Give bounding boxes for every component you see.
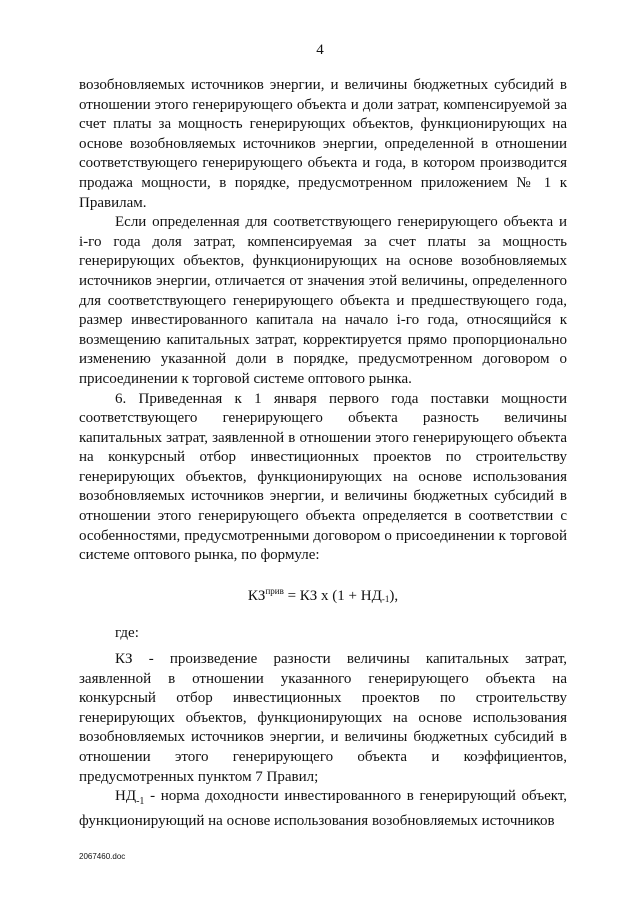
definition-kz-text: - произведение разности величины капитальных затрат, заявленной в отношении указанного генерирующего объекта на конкурсный отбор инвестиционных проектов по строительству генерирующих объектов, функционирующих на основе использования возобновляемых источников энергии, и величины бюджетных субсидий в отношении этого генерирующего объекта и коэффициентов, предусмотренных пунктом 7 Правил; bbox=[79, 651, 567, 785]
formula-lhs-superscript: прив bbox=[265, 585, 284, 596]
definition-kz bbox=[79, 650, 567, 787]
footer-filename: 2067460.doc bbox=[79, 852, 126, 861]
formula-rhs-start: = КЗ х (1 + НД bbox=[283, 587, 382, 604]
definition-nd bbox=[79, 787, 567, 831]
paragraph-1: возобновляемых источников энергии, и величины бюджетных субсидий в отношении этого генерирующего объекта и доли затрат, компенсируемой за счет платы за мощность генерирующих объектов, функционирующих на основе возобновляемых источников энергии, определенной в отношении соответствующего генерирующего объекта и года, в котором производится продажа мощности, в порядке, предусмотренном приложением № 1 к Правилам. bbox=[79, 77, 567, 211]
definition-kz-term: КЗ bbox=[115, 651, 133, 668]
formula-rhs-end: ), bbox=[389, 587, 399, 604]
paragraph-3: 6. Приведенная к 1 января первого года поставки мощности соответствующего генерирующего объекта разность величины капитальных затрат, заявленной в отношении этого генерирующего объекта на конкурсный отбор инвестиционных проектов по строительству генерирующих объектов, функционирующих на основе использования возобновляемых источников энергии, и величины бюджетных субсидий в отношении этого генерирующего объекта определяется в соответствии с особенностями, предусмотренными договором о присоединении к торговой системе оптового рынка, по формуле: bbox=[79, 390, 567, 564]
paragraph-2: Если определенная для соответствующего генерирующего объекта и i-го года доля затрат, компенсируемая за счет платы за мощность генерирующих объектов, функционирующих на основе возобновляемых источников энергии, отличается от значения этой величины, определенного для соответствующего генерирующего объекта и предшествующего года, размер инвестированного капитала на начало i-го года, относящийся к возмещению капитальных затрат, корректируется прямо пропорционально изменению указанной доли в порядке, предусмотренном договором о присоединении к торговой системе оптового рынка. bbox=[79, 214, 567, 387]
formula-rhs-subscript: -1 bbox=[381, 593, 390, 604]
definition-nd-term: НД bbox=[115, 788, 137, 805]
formula-lhs: КЗ bbox=[247, 587, 266, 604]
definition-nd-subscript: -1 bbox=[136, 796, 145, 808]
where-label: где: bbox=[115, 625, 139, 642]
formula bbox=[79, 582, 567, 610]
definition-nd-text: - норма доходности инвестированного в генерирующий объект, функционирующий на основе использования возобновляемых источников bbox=[79, 788, 567, 829]
page-number: 4 bbox=[316, 42, 324, 58]
document-body bbox=[79, 76, 567, 831]
